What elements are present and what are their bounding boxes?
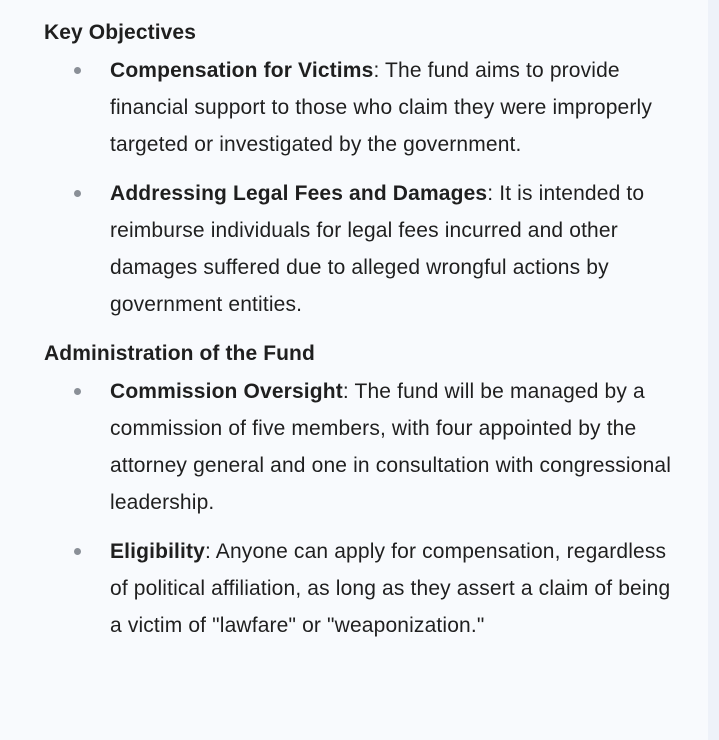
list-item [44,373,684,521]
section-heading-key-objectives: Key Objectives [44,21,196,44]
list-item-term: Commission Oversight [110,380,343,403]
bullet-icon [74,548,81,555]
list-item [44,175,684,323]
list-item-text: : Anyone can apply for compensation, regardless of political affiliation, as long as they assert a claim of being a victim of "lawfare" or "weaponization." [110,540,671,637]
list-item [44,533,684,644]
list-item [44,52,684,163]
response-content [44,14,684,644]
list-item-text: : The fund aims to provide financial support to those who claim they were improperly targeted or investigated by the government. [110,59,652,156]
list-item-term: Addressing Legal Fees and Damages [110,182,488,205]
list-item-text: : It is intended to reimburse individuals for legal fees incurred and other damages suffered due to alleged wrongful actions by government entities. [110,182,645,316]
administration-list [44,373,684,644]
list-item-term: Compensation for Victims [110,59,374,82]
bullet-icon [74,388,81,395]
section-heading-administration: Administration of the Fund [44,342,315,365]
scroll-edge [708,0,719,740]
list-item-term: Eligibility [110,540,205,563]
list-item-text: : The fund will be managed by a commission of five members, with four appointed by the attorney general and one in consultation with congressional leadership. [110,380,672,514]
bullet-icon [74,190,81,197]
key-objectives-list [44,52,684,323]
bullet-icon [74,67,81,74]
